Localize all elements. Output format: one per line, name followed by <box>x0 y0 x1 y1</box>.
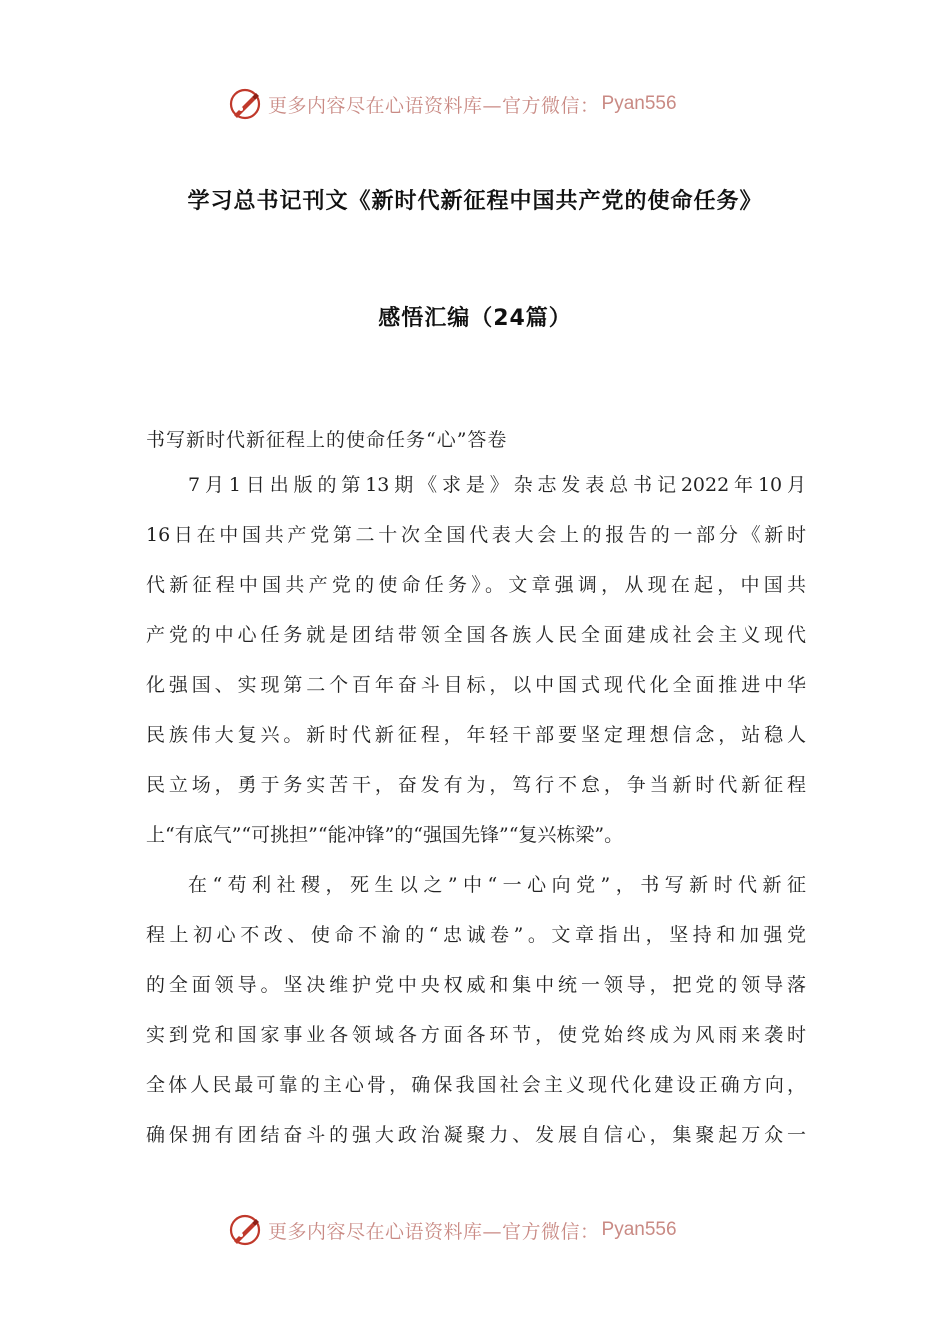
body-line: 在“苟利社稷，死生以之”中“一心向党”，书写新时代新征 <box>188 874 806 896</box>
document-subtitle: 感悟汇编（24篇） <box>378 306 572 331</box>
body-line: 全体人民最可靠的主心骨，确保我国社会主义现代化建设正确方向， <box>146 1074 806 1096</box>
body-line: 民立场，勇于务实苦干，奋发有为，笃行不怠，争当新时代新征程 <box>146 774 806 796</box>
body-line: 代新征程中国共产党的使命任务》。文章强调，从现在起，中国共 <box>146 574 806 596</box>
header-watermark <box>228 84 677 124</box>
pen-logo-icon <box>228 87 262 121</box>
pen-logo-icon <box>228 1213 262 1247</box>
watermark-wechat-id: Pyan556 <box>601 1219 677 1240</box>
body-line: 确保拥有团结奋斗的强大政治凝聚力、发展自信心，集聚起万众一 <box>146 1124 806 1146</box>
body-line: 的全面领导。坚决维护党中央权威和集中统一领导，把党的领导落 <box>146 974 806 996</box>
watermark-wechat-id: Pyan556 <box>601 93 677 114</box>
body-line: 上“有底气”“可挑担”“能冲锋”的“强国先锋”“复兴栋梁”。 <box>146 824 624 846</box>
watermark-text: 更多内容尽在心语资料库—官方微信： <box>268 1220 600 1243</box>
body-line: 16日在中国共产党第二十次全国代表大会上的报告的一部分《新时 <box>146 524 806 546</box>
footer-watermark <box>228 1210 677 1250</box>
body-line: 民族伟大复兴。新时代新征程，年轻干部要坚定理想信念，站稳人 <box>146 724 806 746</box>
document-title: 学习总书记刊文《新时代新征程中国共产党的使命任务》 <box>187 189 763 214</box>
watermark-text: 更多内容尽在心语资料库—官方微信： <box>268 94 600 117</box>
body-line: 7月1日出版的第13期《求是》杂志发表总书记2022年10月 <box>188 474 806 496</box>
body-line: 程上初心不改、使命不渝的“忠诚卷”。文章指出，坚持和加强党 <box>146 924 806 946</box>
section-heading: 书写新时代新征程上的使命任务“心”答卷 <box>146 429 508 451</box>
body-line: 产党的中心任务就是团结带领全国各族人民全面建成社会主义现代 <box>146 624 806 646</box>
body-line: 化强国、实现第二个百年奋斗目标，以中国式现代化全面推进中华 <box>146 674 806 696</box>
body-line: 实到党和国家事业各领域各方面各环节，使党始终成为风雨来袭时 <box>146 1024 806 1046</box>
